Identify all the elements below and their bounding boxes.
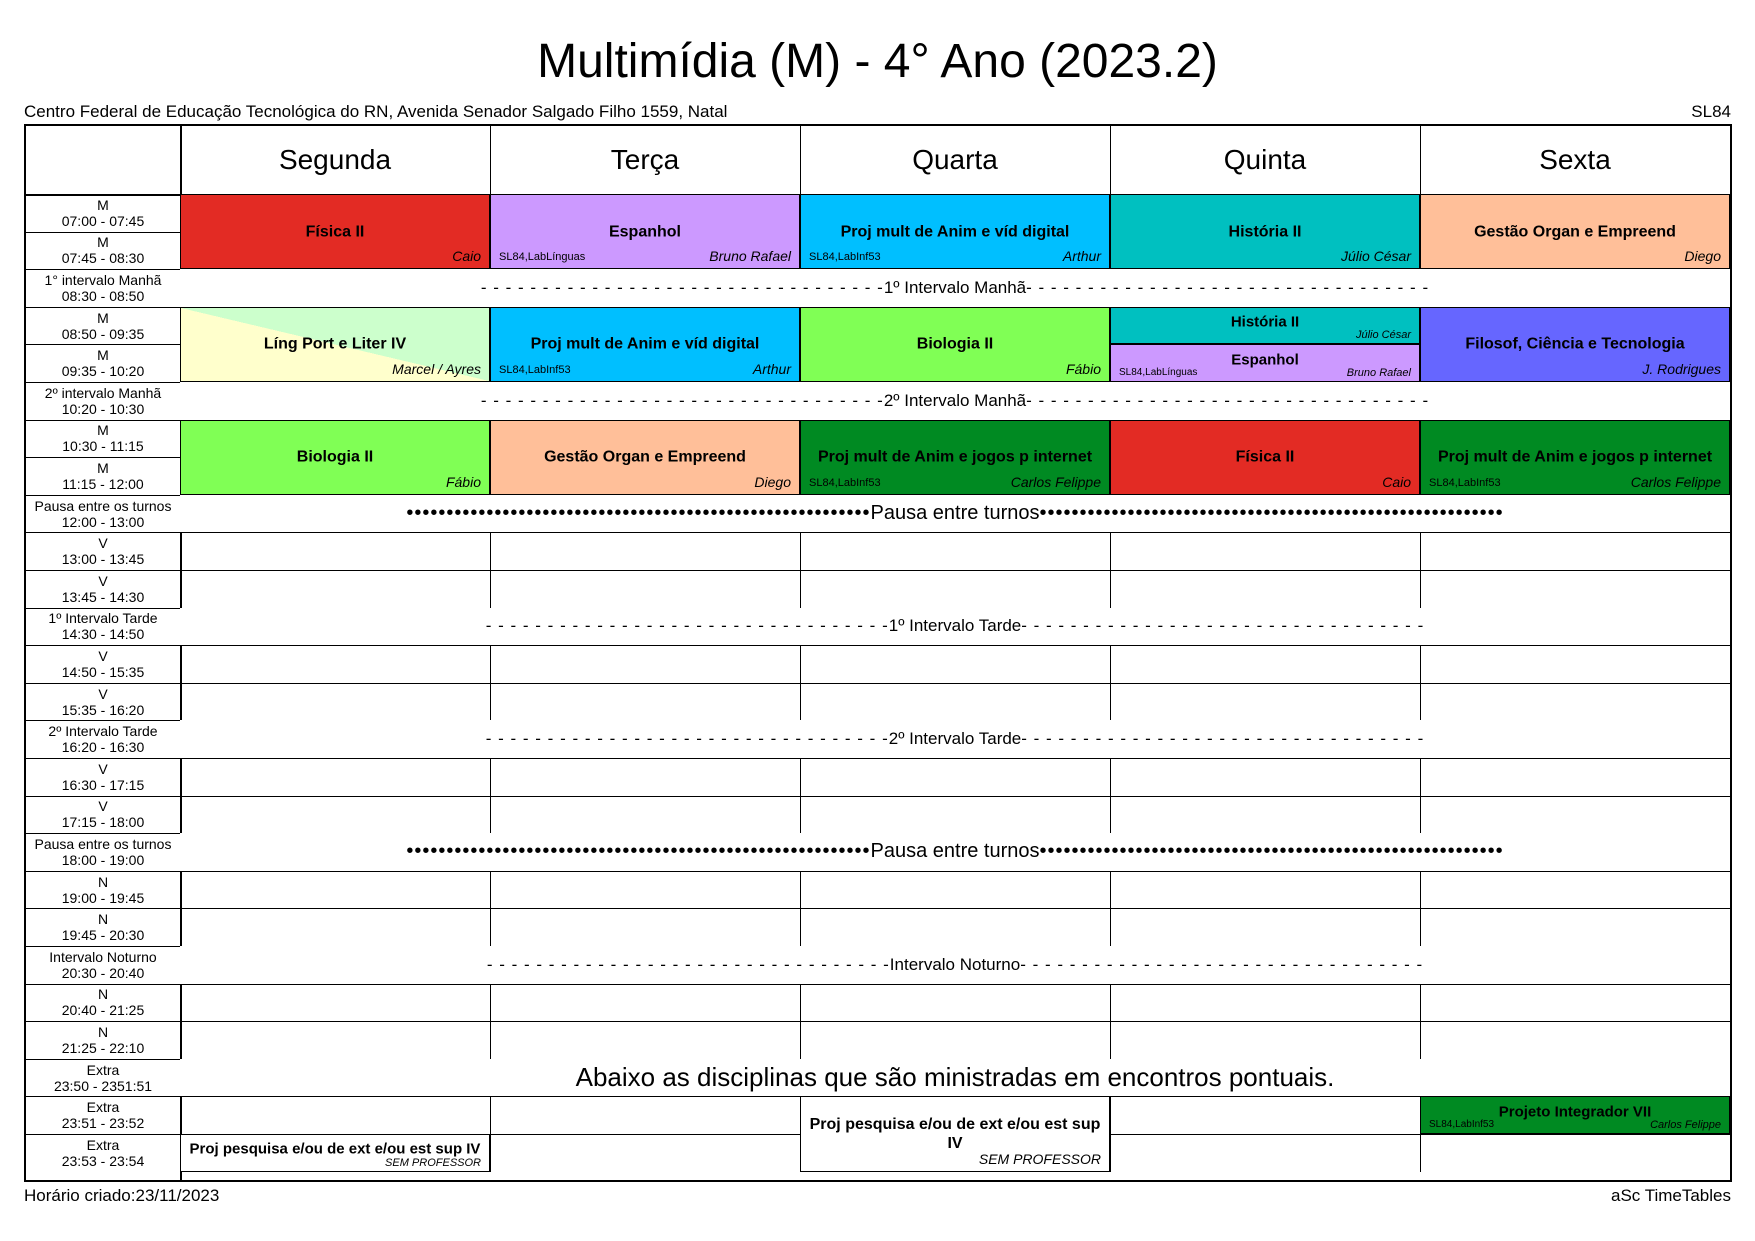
- grid-line: [26, 758, 1730, 759]
- period-time: 13:45 - 14:30: [61, 588, 145, 605]
- grid-line: [800, 758, 801, 833]
- period-time: 18:00 - 19:00: [61, 851, 145, 868]
- period-name: M: [97, 459, 109, 476]
- period-time: 07:45 - 08:30: [61, 250, 145, 267]
- period-time: 23:50 - 2351:51: [53, 1077, 153, 1094]
- grid-line: [800, 126, 801, 194]
- lesson-teacher: Bruno Rafael: [1346, 366, 1411, 379]
- break-row: [180, 833, 1730, 871]
- lesson-card[interactable]: [800, 194, 1110, 269]
- period-time: 23:51 - 23:52: [61, 1115, 145, 1132]
- period-name: N: [97, 911, 109, 928]
- lesson-room: SL84,LabLínguas: [499, 251, 586, 264]
- period-label: [26, 194, 180, 232]
- period-name: Extra: [86, 1099, 120, 1116]
- lesson-card[interactable]: [1420, 194, 1730, 269]
- lesson-subject: Proj pesquisa e/ou de ext e/ou est sup IV: [189, 1140, 481, 1158]
- grid-line: [800, 532, 801, 607]
- grid-line: [1420, 984, 1421, 1059]
- lesson-card[interactable]: [800, 420, 1110, 495]
- lesson-teacher: Carlos Felippe: [1010, 473, 1101, 490]
- lesson-subject: Proj mult de Anim e jogos p internet: [1437, 448, 1713, 466]
- lesson-card[interactable]: [800, 307, 1110, 382]
- period-label: [26, 269, 180, 307]
- lesson-subject: Projeto Integrador VII: [1498, 1103, 1652, 1121]
- lesson-card[interactable]: [1420, 307, 1730, 382]
- period-name: V: [98, 572, 108, 589]
- lesson-subject: História II: [1230, 313, 1300, 331]
- period-time: 10:30 - 11:15: [62, 438, 144, 455]
- period-name: N: [97, 986, 109, 1003]
- lesson-subject: Gestão Organ e Empreend: [1474, 223, 1676, 241]
- break-filler: - - - - - - - - - - - - - - - - - - - - - - - - - - - - - - - - -: [1026, 277, 1430, 297]
- lesson-subject: Proj pesquisa e/ou de ext e/ou est sup IV: [809, 1115, 1101, 1152]
- break-label: Pausa entre turnos: [870, 840, 1040, 863]
- lesson-teacher: J. Rodrigues: [1642, 360, 1721, 377]
- lesson-card[interactable]: [1110, 307, 1420, 345]
- lesson-teacher: SEM PROFESSOR: [978, 1150, 1101, 1167]
- break-label: Pausa entre turnos: [870, 502, 1040, 525]
- period-time: 17:15 - 18:00: [61, 814, 145, 831]
- period-name: Extra: [86, 1136, 120, 1153]
- lesson-room: SL84,LabLínguas: [1119, 366, 1198, 378]
- software-credit: aSc TimeTables: [1611, 1186, 1731, 1205]
- period-time: 20:40 - 21:25: [61, 1002, 145, 1019]
- lesson-subject: Proj mult de Anim e víd digital: [840, 223, 1070, 241]
- period-name: V: [98, 535, 108, 552]
- lesson-card[interactable]: [490, 307, 800, 382]
- period-name: Intervalo Noturno: [49, 948, 157, 965]
- lesson-card[interactable]: [490, 420, 800, 495]
- lesson-card[interactable]: [800, 1096, 1110, 1171]
- period-name: V: [98, 685, 108, 702]
- day-header: Quinta: [1223, 144, 1307, 175]
- break-filler: - - - - - - - - - - - - - - - - - - - - - - - - - - - - - - - - -: [1021, 729, 1425, 749]
- period-time: 14:30 - 14:50: [61, 626, 145, 643]
- break-filler: - - - - - - - - - - - - - - - - - - - - - - - - - - - - - - - - -: [480, 277, 884, 297]
- period-label: [26, 1134, 180, 1172]
- grid-line: [1420, 532, 1421, 607]
- grid-line: [1420, 871, 1421, 946]
- grid-line: [26, 796, 1730, 797]
- period-name: 2º intervalo Manhã: [44, 384, 162, 401]
- lesson-teacher: Caio: [1382, 473, 1411, 490]
- break-row: [180, 608, 1730, 646]
- grid-line: [800, 871, 801, 946]
- lesson-room: SL84,LabInf53: [1429, 1118, 1495, 1130]
- period-time: 14:50 - 15:35: [61, 663, 145, 680]
- period-label: [26, 1096, 180, 1134]
- period-label: [26, 420, 180, 458]
- grid-line: [490, 984, 491, 1059]
- grid-line: [1110, 871, 1111, 946]
- lesson-card[interactable]: [490, 194, 800, 269]
- lesson-teacher: Arthur: [752, 360, 791, 377]
- grid-line: [26, 871, 1730, 872]
- period-name: 1° intervalo Manhã: [44, 271, 162, 288]
- lesson-subject: Física II: [1235, 448, 1295, 466]
- period-label: [26, 645, 180, 683]
- lesson-subject: Líng Port e Liter IV: [263, 335, 407, 353]
- grid-line: [1110, 645, 1111, 720]
- break-row: [180, 720, 1730, 758]
- break-filler: ••••••••••••••••••••••••••••••••••••••••••••••••••••••••••: [1039, 840, 1504, 863]
- lesson-teacher: Bruno Rafael: [709, 248, 791, 265]
- grid-line: [490, 532, 491, 607]
- lesson-teacher: Arthur: [1062, 248, 1101, 265]
- break-row: [180, 382, 1730, 420]
- lesson-room: SL84,LabInf53: [809, 476, 881, 489]
- grid-line: [490, 126, 491, 194]
- period-label: [26, 1021, 180, 1059]
- period-label: [26, 1059, 180, 1097]
- period-time: 08:50 - 09:35: [61, 325, 145, 342]
- lesson-subject: Biologia II: [296, 448, 374, 466]
- lesson-subject: Espanhol: [608, 223, 681, 241]
- lesson-card[interactable]: [1110, 344, 1420, 382]
- break-filler: ••••••••••••••••••••••••••••••••••••••••••••••••••••••••••: [406, 840, 871, 863]
- lesson-card[interactable]: [1110, 420, 1420, 495]
- lesson-teacher: Diego: [754, 473, 791, 490]
- break-filler: - - - - - - - - - - - - - - - - - - - - - - - - - - - - - - - - -: [1020, 954, 1424, 974]
- break-filler: - - - - - - - - - - - - - - - - - - - - - - - - - - - - - - - - -: [485, 729, 889, 749]
- lesson-subject: História II: [1228, 223, 1302, 241]
- creation-date: Horário criado:23/11/2023: [24, 1186, 220, 1205]
- day-header: Sexta: [1539, 144, 1611, 175]
- break-filler: ••••••••••••••••••••••••••••••••••••••••••••••••••••••••••: [406, 502, 871, 525]
- period-label: [26, 908, 180, 946]
- lesson-teacher: SEM PROFESSOR: [385, 1156, 481, 1169]
- period-name: V: [98, 647, 108, 664]
- period-label: [26, 232, 180, 270]
- grid-line: [490, 871, 491, 946]
- lesson-room: SL84,LabInf53: [1429, 476, 1501, 489]
- period-label: [26, 382, 180, 420]
- period-label: [26, 871, 180, 909]
- break-label: 1º Intervalo Tarde: [888, 616, 1022, 636]
- grid-line: [1110, 758, 1111, 833]
- lesson-teacher: Júlio César: [1340, 248, 1411, 265]
- lesson-teacher: Carlos Felippe: [1650, 1118, 1721, 1131]
- break-row: [180, 946, 1730, 984]
- lesson-card[interactable]: [1110, 194, 1420, 269]
- period-name: M: [97, 234, 109, 251]
- period-label: [26, 796, 180, 834]
- grid-line: [26, 908, 1730, 909]
- period-time: 19:00 - 19:45: [61, 889, 145, 906]
- period-label: [26, 720, 180, 758]
- lesson-subject: Filosof, Ciência e Tecnologia: [1465, 335, 1685, 353]
- lesson-room: SL84,LabInf53: [809, 251, 881, 264]
- grid-line: [490, 758, 491, 833]
- break-label: 1º Intervalo Manhã: [883, 277, 1027, 297]
- period-time: 10:20 - 10:30: [61, 400, 145, 417]
- period-label: [26, 570, 180, 608]
- period-label: [26, 495, 180, 533]
- grid-line: [26, 1021, 1730, 1022]
- lesson-teacher: Marcel / Ayres: [392, 360, 481, 377]
- day-header: Terça: [610, 144, 680, 175]
- period-time: 08:30 - 08:50: [61, 287, 145, 304]
- break-filler: - - - - - - - - - - - - - - - - - - - - - - - - - - - - - - - - -: [485, 616, 889, 636]
- period-time: 12:00 - 13:00: [61, 513, 145, 530]
- period-label: [26, 344, 180, 382]
- lesson-subject: Biologia II: [916, 335, 994, 353]
- lesson-card[interactable]: [180, 307, 490, 382]
- grid-line: [26, 645, 1730, 646]
- lesson-subject: Espanhol: [1231, 351, 1299, 369]
- break-filler: - - - - - - - - - - - - - - - - - - - - - - - - - - - - - - - - -: [1026, 390, 1430, 410]
- period-label: [26, 946, 180, 984]
- lesson-teacher: Caio: [452, 248, 481, 265]
- grid-line: [1420, 645, 1421, 720]
- grid-line: [1420, 758, 1421, 833]
- period-name: M: [97, 347, 109, 364]
- period-time: 23:53 - 23:54: [61, 1152, 145, 1169]
- period-label: [26, 307, 180, 345]
- lesson-teacher: Fábio: [445, 473, 481, 490]
- period-label: [26, 457, 180, 495]
- period-time: 19:45 - 20:30: [61, 927, 145, 944]
- period-time: 11:15 - 12:00: [62, 475, 144, 492]
- lesson-teacher: Carlos Felippe: [1630, 473, 1721, 490]
- grid-line: [800, 984, 801, 1059]
- period-name: V: [98, 760, 108, 777]
- period-time: 16:20 - 16:30: [61, 739, 145, 756]
- break-filler: ••••••••••••••••••••••••••••••••••••••••••••••••••••••••••: [1039, 502, 1504, 525]
- grid-line: [26, 570, 1730, 571]
- period-name: Pausa entre os turnos: [34, 497, 172, 514]
- period-label: [26, 683, 180, 721]
- lesson-subject: Proj mult de Anim e jogos p internet: [817, 448, 1093, 466]
- grid-line: [26, 683, 1730, 684]
- grid-line: [26, 984, 1730, 985]
- break-row: [180, 269, 1730, 307]
- lesson-card[interactable]: [1420, 420, 1730, 495]
- break-row: [180, 495, 1730, 533]
- lesson-card[interactable]: [180, 194, 490, 269]
- grid-line: [490, 645, 491, 720]
- page-title: Multimídia (M) - 4° Ano (2023.2): [537, 35, 1218, 88]
- break-filler: - - - - - - - - - - - - - - - - - - - - - - - - - - - - - - - - -: [480, 390, 884, 410]
- lesson-subject: Proj mult de Anim e víd digital: [530, 335, 760, 353]
- extra-note: Abaixo as disciplinas que são ministradas em encontros pontuais.: [180, 1059, 1730, 1097]
- break-label: Intervalo Noturno: [889, 954, 1021, 974]
- grid-line: [800, 645, 801, 720]
- lesson-teacher: Júlio César: [1355, 329, 1411, 342]
- grid-line: [1110, 532, 1111, 607]
- period-name: Extra: [86, 1061, 120, 1078]
- grid-line: [1110, 1096, 1111, 1171]
- grid-line: [490, 1096, 491, 1171]
- period-name: N: [97, 873, 109, 890]
- day-header: Quarta: [912, 144, 998, 175]
- break-filler: - - - - - - - - - - - - - - - - - - - - - - - - - - - - - - - - -: [486, 954, 890, 974]
- break-label: 2º Intervalo Tarde: [888, 729, 1022, 749]
- lesson-card[interactable]: [180, 1134, 490, 1172]
- period-time: 09:35 - 10:20: [61, 363, 145, 380]
- period-time: 07:00 - 07:45: [61, 212, 145, 229]
- period-name: 1º Intervalo Tarde: [48, 610, 158, 627]
- period-name: 2º Intervalo Tarde: [48, 723, 158, 740]
- timetable-grid: [24, 124, 1732, 1182]
- period-time: 15:35 - 16:20: [61, 701, 145, 718]
- day-header: Segunda: [278, 144, 392, 175]
- break-filler: - - - - - - - - - - - - - - - - - - - - - - - - - - - - - - - - -: [1021, 616, 1425, 636]
- period-label: [26, 608, 180, 646]
- period-name: V: [98, 798, 108, 815]
- grid-line: [1420, 126, 1421, 194]
- lesson-subject: Gestão Organ e Empreend: [544, 448, 746, 466]
- period-time: 13:00 - 13:45: [61, 551, 145, 568]
- period-name: N: [97, 1023, 109, 1040]
- period-time: 21:25 - 22:10: [61, 1039, 145, 1056]
- period-label: [26, 758, 180, 796]
- school-address: Centro Federal de Educação Tecnológica do RN, Avenida Senador Salgado Filho 1559, Natal: [24, 102, 728, 121]
- period-name: Pausa entre os turnos: [34, 835, 172, 852]
- lesson-card[interactable]: [1420, 1096, 1730, 1134]
- lesson-teacher: Diego: [1684, 248, 1721, 265]
- period-name: M: [97, 422, 109, 439]
- period-label: [26, 532, 180, 570]
- period-time: 20:30 - 20:40: [61, 964, 145, 981]
- period-time: 16:30 - 17:15: [61, 776, 145, 793]
- period-name: M: [97, 309, 109, 326]
- period-name: M: [97, 196, 109, 213]
- grid-line: [1110, 126, 1111, 194]
- lesson-teacher: Fábio: [1065, 360, 1101, 377]
- lesson-subject: Física II: [305, 223, 365, 241]
- room-code: SL84: [1691, 102, 1731, 121]
- grid-line: [26, 532, 1730, 533]
- period-label: [26, 984, 180, 1022]
- lesson-room: SL84,LabInf53: [499, 363, 571, 376]
- break-label: 2º Intervalo Manhã: [883, 390, 1027, 410]
- lesson-card[interactable]: [180, 420, 490, 495]
- period-label: [26, 833, 180, 871]
- grid-line: [1110, 984, 1111, 1059]
